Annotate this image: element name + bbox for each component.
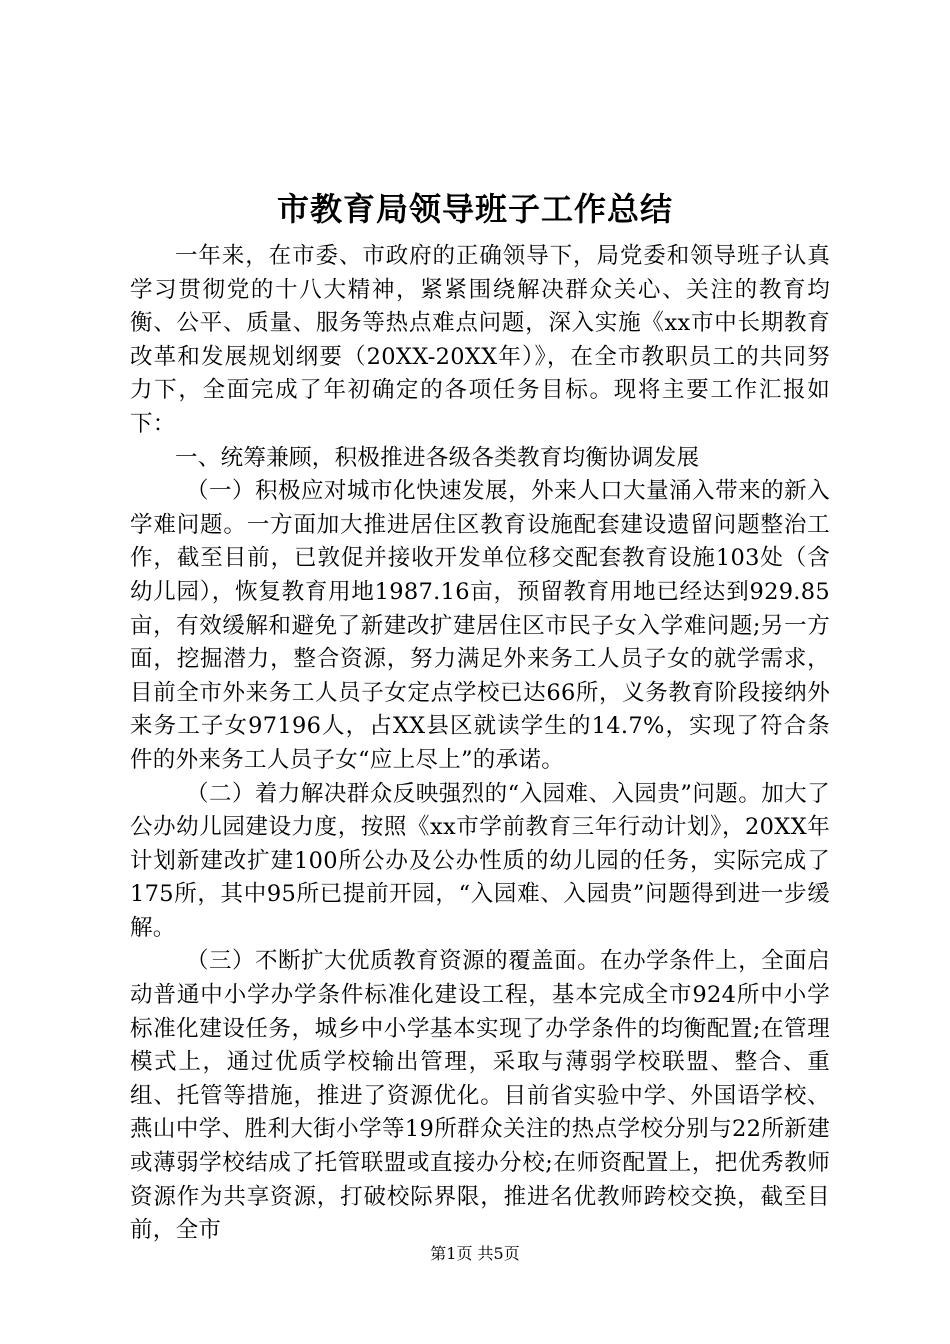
paragraph-item-2: （二）着力解决群众反映强烈的“入园难、入园贵”问题。加大了公办幼儿园建设力度，按照《xx市学前教育三年行动计划》，20XX年计划新建改扩建100所公办及公办性质的幼儿园的任务，实际完成了175所，其中95所已提前开园，“入园难、入园贵”问题得到进一步缓解。 — [130, 780, 830, 941]
intro-paragraph: 一年来，在市委、市政府的正确领导下，局党委和领导班子认真学习贯彻党的十八大精神，紧紧围绕解决群众关心、关注的教育均衡、公平、质量、服务等热点难点问题，深入实施《xx市中长期教育改革和发展规划纲要（20XX-20XX年）》，在全市教职员工的共同努力下，全面完成了年初确定的各项任务目标。现将主要工作汇报如下： — [130, 243, 830, 437]
section-heading: 一、统筹兼顾，积极推进各级各类教育均衡协调发展 — [175, 444, 700, 471]
document-title: 市教育局领导班子工作总结 — [276, 190, 673, 228]
page-number: 第1页 共5页 — [430, 1244, 520, 1263]
paragraph-item-3: （三）不断扩大优质教育资源的覆盖面。在办学条件上，全面启动普通中小学办学条件标准化建设工程，基本完成全市924所中小学标准化建设任务，城乡中小学基本实现了办学条件的均衡配置;在管理模式上，通过优质学校输出管理，采取与薄弱学校联盟、整合、重组、托管等措施，推进了资源优化。目前省实验中学、外国语学校、燕山中学、胜利大街小学等19所群众关注的热点学校分别与22所新建或薄弱学校结成了托管联盟或直接办分校;在师资配置上，把优秀教师资源作为共享资源，打破校际界限，推进名优教师跨校交换，截至目前，全市 — [130, 948, 830, 1244]
document-body — [130, 240, 830, 1248]
paragraph-item-1: （一）积极应对城市化快速发展，外来人口大量涌入带来的新入学难问题。一方面加大推进居住区教育设施配套建设遗留问题整治工作，截至目前，已敦促并接收开发单位移交配套教育设施103处（含幼儿园），恢复教育用地1987.16亩，预留教育用地已经达到929.85亩，有效缓解和避免了新建改扩建居住区市民子女入学难问题;另一方面，挖掘潜力，整合资源，努力满足外来务工人员子女的就学需求，目前全市外来务工人员子女定点学校已达66所，义务教育阶段接纳外来务工子女97196人，占XX县区就读学生的14.7%，实现了符合条件的外来务工人员子女“应上尽上”的承诺。 — [130, 478, 830, 773]
